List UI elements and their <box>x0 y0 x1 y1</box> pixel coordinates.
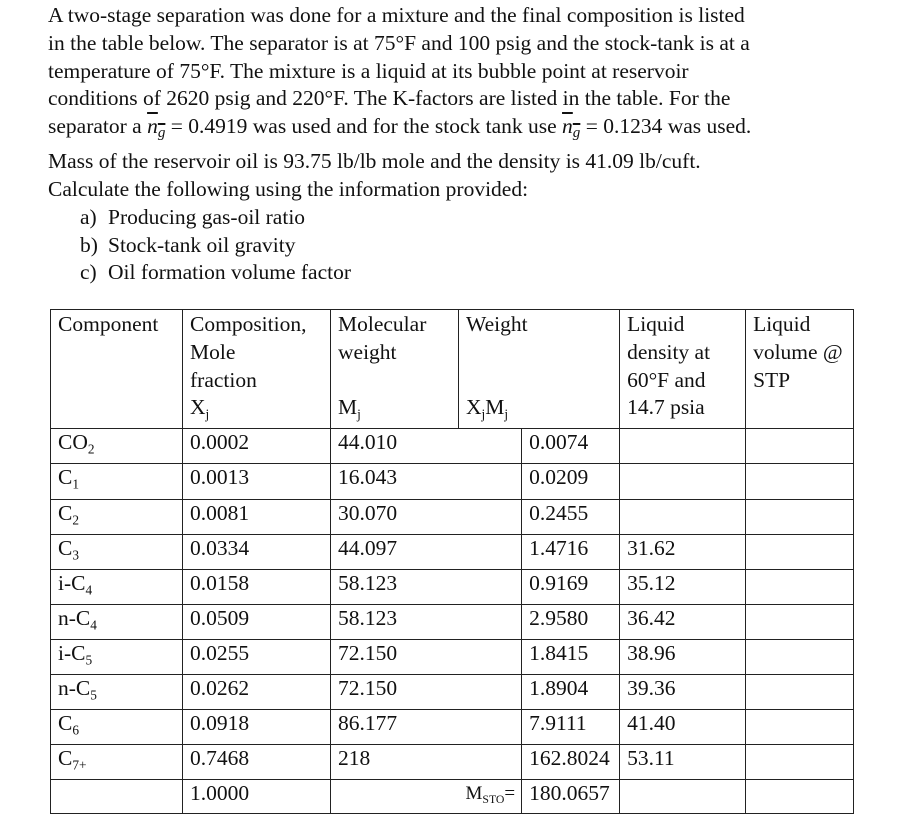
weight-cell: 1.8904 <box>522 674 620 709</box>
weight-cell: 1.4716 <box>522 534 620 569</box>
problem-line-5-b: = 0.4919 was used and for the stock tank use <box>165 114 563 139</box>
question-label: c) <box>80 260 97 285</box>
question-text: Stock-tank oil gravity <box>108 232 296 257</box>
liquid-density-cell: 38.96 <box>620 639 746 674</box>
problem-line-5 <box>48 113 908 148</box>
liquid-density-cell <box>620 499 746 534</box>
mole-fraction-cell: 0.0158 <box>183 569 331 604</box>
question-c <box>48 259 908 287</box>
table-row <box>51 744 854 779</box>
liquid-volume-cell <box>746 569 854 604</box>
question-label: b) <box>80 232 98 257</box>
molecular-weight-cell: 30.070 <box>331 499 522 534</box>
problem-line-5-c: = 0.1234 was used. <box>580 114 752 139</box>
total-density-cell <box>620 779 746 814</box>
problem-line-4: conditions of 2620 psig and 220°F. The K-factors are listed in the table. For the <box>48 86 731 111</box>
component-cell: C2 <box>51 499 183 534</box>
problem-line-2: in the table below. The separator is at 75°F and 100 psig and the stock-tank is at a <box>48 30 750 55</box>
question-b <box>48 232 908 260</box>
mole-fraction-cell: 0.0509 <box>183 604 331 639</box>
header-liquid-density: Liquid density at 60°F and 14.7 psia <box>620 310 746 429</box>
problem-statement <box>48 2 908 287</box>
liquid-volume-cell <box>746 744 854 779</box>
total-weight: 180.0657 <box>522 779 620 814</box>
weight-cell: 0.2455 <box>522 499 620 534</box>
molecular-weight-cell: 44.010 <box>331 429 522 464</box>
total-row <box>51 779 854 814</box>
table-row <box>51 674 854 709</box>
problem-line-5-a: separator a <box>48 114 148 139</box>
molecular-weight-cell: 58.123 <box>331 604 522 639</box>
mole-fraction-cell: 0.0334 <box>183 534 331 569</box>
mole-fraction-cell: 0.0013 <box>183 464 331 499</box>
component-cell: i-C4 <box>51 569 183 604</box>
total-volume-cell <box>746 779 854 814</box>
component-cell: C1 <box>51 464 183 499</box>
table-row <box>51 429 854 464</box>
header-liquid-volume: Liquid volume @ STP <box>746 310 854 429</box>
weight-cell: 0.0209 <box>522 464 620 499</box>
liquid-volume-cell <box>746 464 854 499</box>
liquid-volume-cell <box>746 639 854 674</box>
liquid-volume-cell <box>746 499 854 534</box>
table-body <box>51 429 854 779</box>
weight-cell: 162.8024 <box>522 744 620 779</box>
header-molecular-weight: Molecular weight Mj <box>331 310 459 429</box>
mole-fraction-cell: 0.0262 <box>183 674 331 709</box>
liquid-volume-cell <box>746 709 854 744</box>
weight-cell: 0.9169 <box>522 569 620 604</box>
problem-line-1: A two-stage separation was done for a mixture and the final composition is listed <box>48 3 745 27</box>
question-label: a) <box>80 204 97 229</box>
table-row <box>51 534 854 569</box>
total-x: 1.0000 <box>183 779 331 814</box>
problem-line-6: Mass of the reservoir oil is 93.75 lb/lb mole and the density is 41.09 lb/cuft. <box>48 149 701 174</box>
total-empty-cell <box>331 779 459 814</box>
table-header-row <box>51 310 854 429</box>
header-composition: Composition, Mole fraction Xj <box>183 310 331 429</box>
table-row <box>51 604 854 639</box>
mole-fraction-cell: 0.0002 <box>183 429 331 464</box>
molecular-weight-cell: 58.123 <box>331 569 522 604</box>
liquid-density-cell: 36.42 <box>620 604 746 639</box>
component-cell: C7+ <box>51 744 183 779</box>
question-text: Producing gas-oil ratio <box>108 204 306 229</box>
liquid-volume-cell <box>746 429 854 464</box>
molecular-weight-cell: 16.043 <box>331 464 522 499</box>
total-component-cell <box>51 779 183 814</box>
ng-symbol-separator: $n_g$ <box>147 114 166 142</box>
component-cell: n-C4 <box>51 604 183 639</box>
component-cell: C3 <box>51 534 183 569</box>
molecular-weight-cell: 218 <box>331 744 522 779</box>
table-row <box>51 464 854 499</box>
component-cell: i-C5 <box>51 639 183 674</box>
problem-line-3: temperature of 75°F. The mixture is a liquid at its bubble point at reservoir <box>48 58 689 83</box>
ng-symbol-stock-tank: $n_g$ <box>562 114 581 142</box>
liquid-density-cell: 31.62 <box>620 534 746 569</box>
msto-label: MSTO= <box>459 779 522 814</box>
liquid-density-cell <box>620 464 746 499</box>
weight-cell: 7.9111 <box>522 709 620 744</box>
liquid-density-cell: 41.40 <box>620 709 746 744</box>
mole-fraction-cell: 0.0255 <box>183 639 331 674</box>
component-cell: CO2 <box>51 429 183 464</box>
component-cell: C6 <box>51 709 183 744</box>
table-row <box>51 709 854 744</box>
header-component: Component <box>51 310 183 429</box>
mole-fraction-cell: 0.0081 <box>183 499 331 534</box>
molecular-weight-cell: 86.177 <box>331 709 522 744</box>
molecular-weight-cell: 72.150 <box>331 674 522 709</box>
liquid-density-cell: 53.11 <box>620 744 746 779</box>
liquid-volume-cell <box>746 604 854 639</box>
weight-cell: 1.8415 <box>522 639 620 674</box>
liquid-density-cell <box>620 429 746 464</box>
question-text: Oil formation volume factor <box>108 260 351 285</box>
liquid-volume-cell <box>746 534 854 569</box>
liquid-density-cell: 35.12 <box>620 569 746 604</box>
question-a <box>48 204 908 232</box>
component-cell: n-C5 <box>51 674 183 709</box>
weight-cell: 0.0074 <box>522 429 620 464</box>
molecular-weight-cell: 72.150 <box>331 639 522 674</box>
table-row <box>51 499 854 534</box>
mole-fraction-cell: 0.0918 <box>183 709 331 744</box>
liquid-density-cell: 39.36 <box>620 674 746 709</box>
molecular-weight-cell: 44.097 <box>331 534 522 569</box>
table-row <box>51 569 854 604</box>
composition-table <box>50 309 854 814</box>
problem-line-7: Calculate the following using the information provided: <box>48 176 529 201</box>
mole-fraction-cell: 0.7468 <box>183 744 331 779</box>
table-row <box>51 639 854 674</box>
liquid-volume-cell <box>746 674 854 709</box>
weight-cell: 2.9580 <box>522 604 620 639</box>
header-weight: Weight XjMj <box>459 310 620 429</box>
